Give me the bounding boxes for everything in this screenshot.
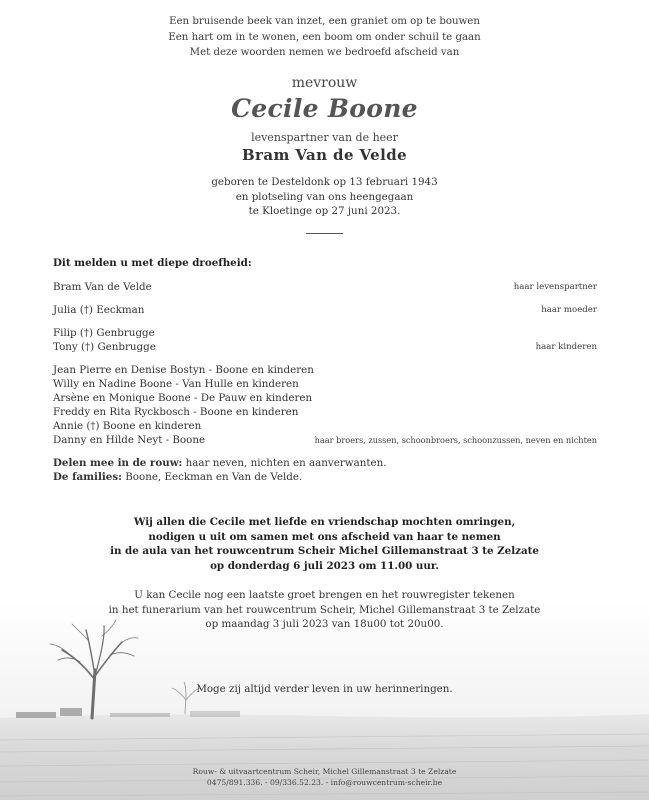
- ceremony-line: in de aula van het rouwcentrum Scheir Michel Gillemanstraat 3 te Zelzate: [110, 545, 539, 557]
- footer-contact: 0475/891.336. - 09/336.52.23. - info@rouwcentrum-scheir.be: [206, 778, 443, 787]
- poem-line: Een bruisende beek van inzet, een graniet om op te bouwen: [169, 16, 480, 27]
- family-child-name: Tony (†) Genbrugge: [53, 341, 156, 353]
- footer: [0, 766, 649, 788]
- families-text: Boone, Eeckman en Van de Velde.: [121, 471, 303, 483]
- ceremony-line: op donderdag 6 juli 2023 om 11.00 uur.: [210, 559, 439, 572]
- mourning-text: haar neven, nichten en aanverwanten.: [182, 457, 387, 469]
- family-sibling-name: Arsène en Monique Boone - De Pauw en kinderen: [53, 392, 313, 404]
- closing-line: Moge zij altijd verder leven in uw herinneringen.: [196, 683, 453, 695]
- family-mother-relation: haar moeder: [541, 305, 597, 315]
- family-partner-relation: haar levenspartner: [513, 282, 597, 292]
- visit-line: U kan Cecile nog een laatste groet brengen en het rouwregister tekenen: [134, 589, 515, 601]
- visitation-info: [0, 588, 649, 632]
- family-sibling-name: Jean Pierre en Denise Bostyn - Boone en kinderen: [53, 364, 314, 376]
- ceremony-invitation: [0, 515, 649, 573]
- poem-line: Met deze woorden nemen we bedroefd afscheid van: [189, 47, 460, 58]
- birth-death-details: [0, 175, 649, 219]
- title-prefix: mevrouw: [291, 75, 358, 91]
- ceremony-line: Wij allen die Cecile met liefde en vriendschap mochten omringen,: [133, 516, 516, 528]
- family-partner-name: Bram Van de Velde: [53, 281, 152, 293]
- announcement-heading: Dit melden u met diepe droefheid:: [53, 257, 252, 269]
- divider: [306, 233, 343, 234]
- family-siblings-relation: haar broers, zussen, schoonbroers, schoonzussen, neven en nichten: [314, 435, 597, 445]
- partner-name: Bram Van de Velde: [241, 146, 408, 164]
- mourning-line: [53, 457, 387, 469]
- families-line: [53, 471, 302, 483]
- detail-line: geboren te Desteldonk op 13 februari 1943: [211, 176, 438, 188]
- footer-address: Rouw- & uitvaartcentrum Scheir, Michel Gillemanstraat 3 te Zelzate: [192, 767, 457, 776]
- family-sibling-name: Danny en Hilde Neyt - Boone: [53, 434, 206, 446]
- opening-poem: [0, 14, 649, 61]
- family-sibling-name: Freddy en Rita Ryckbosch - Boone en kinderen: [53, 406, 299, 418]
- detail-line: te Kloetinge op 27 juni 2023.: [248, 205, 401, 217]
- visit-line: in het funerarium van het rouwcentrum Scheir, Michel Gillemanstraat 3 te Zelzate: [108, 603, 541, 616]
- family-mother-name: Julia (†) Eeckman: [53, 304, 145, 316]
- detail-line: en plotseling van ons heengegaan: [235, 190, 414, 203]
- family-children-relation: haar kinderen: [535, 342, 597, 352]
- deceased-name: Cecile Boone: [231, 94, 418, 123]
- partner-intro: levenspartner van de heer: [251, 131, 398, 144]
- families-label: De families:: [53, 471, 122, 483]
- ceremony-line: nodigen u uit om samen met ons afscheid van haar te nemen: [148, 530, 501, 543]
- family-sibling-name: Annie (†) Boone en kinderen: [53, 420, 202, 432]
- poem-line: Een hart om in te wonen, een boom om onder schuil te gaan: [168, 31, 481, 43]
- family-child-name: Filip (†) Genbrugge: [53, 327, 155, 339]
- visit-line: op maandag 3 juli 2023 van 18u00 tot 20u00.: [205, 618, 444, 630]
- family-sibling-name: Willy en Nadine Boone - Van Hulle en kinderen: [53, 378, 299, 390]
- mourning-label: Delen mee in de rouw:: [53, 457, 183, 469]
